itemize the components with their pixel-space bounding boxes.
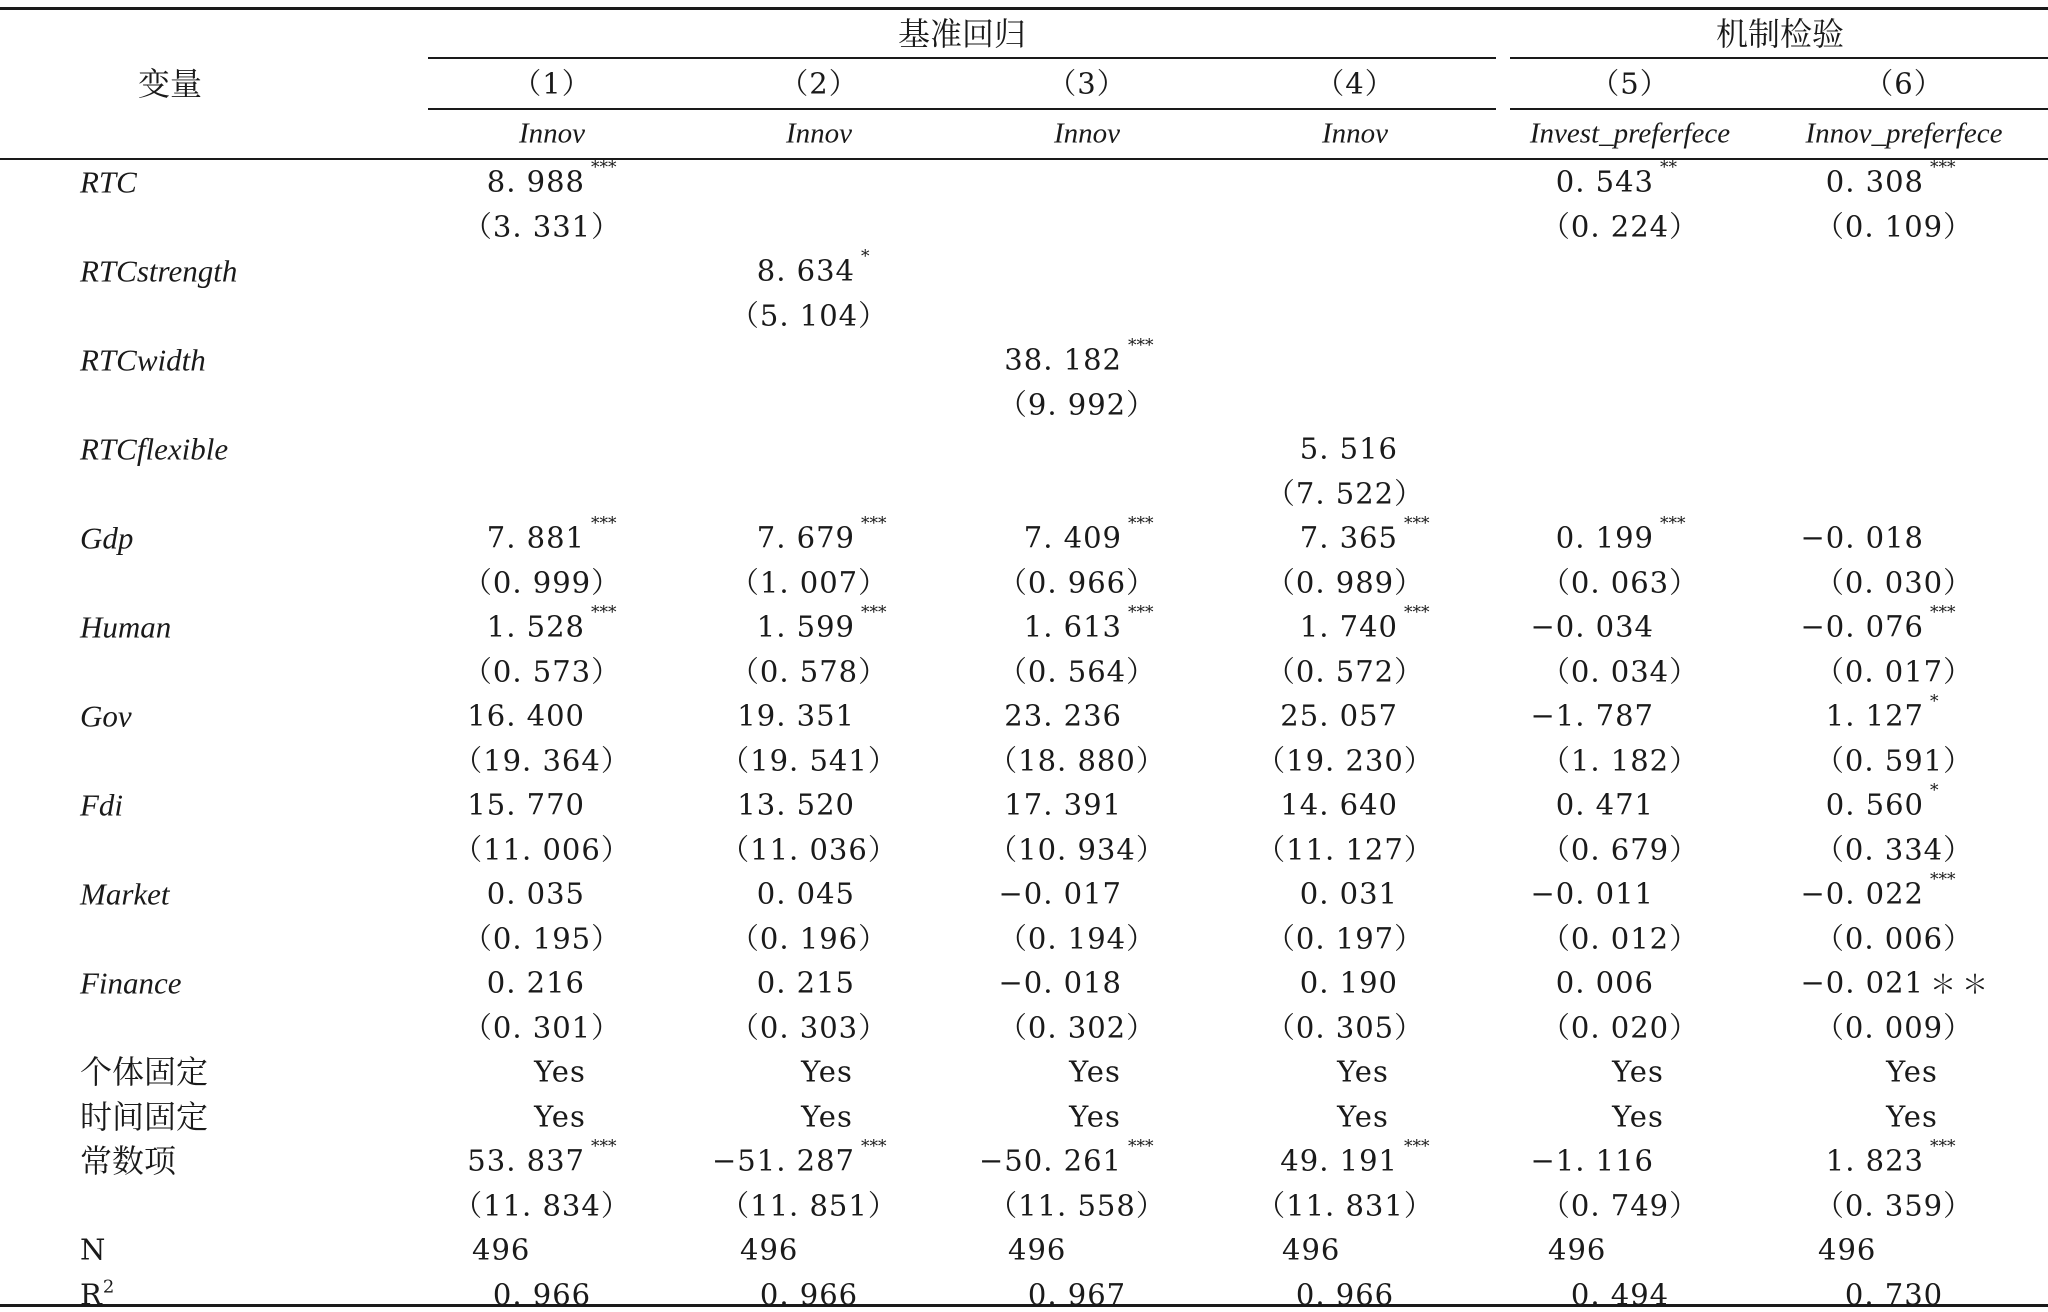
coef-value: 1. 599 — [756, 609, 855, 644]
standard-error-cell: （0. 305） — [1265, 1010, 1425, 1044]
coef-value: 7. 409 — [1023, 520, 1122, 555]
coef-cell — [756, 246, 870, 288]
fixed-effect-value: Yes — [1069, 1099, 1121, 1133]
coef-cell — [486, 513, 617, 555]
significance-stars: *** — [1128, 335, 1154, 356]
coef-value: −0. 021 — [1800, 965, 1924, 1000]
coef-cell — [1800, 965, 1995, 1001]
coef-cell — [756, 965, 855, 1000]
coef-cell — [467, 1136, 617, 1178]
coef-cell — [712, 1136, 887, 1178]
coef-value: 15. 770 — [467, 787, 585, 822]
coef-value: 0. 471 — [1555, 787, 1654, 822]
r-squared-value: 0. 730 — [1844, 1277, 1944, 1311]
standard-error-cell: （0. 009） — [1814, 1010, 1974, 1044]
coef-value: 0. 543 — [1555, 164, 1654, 199]
standard-error-cell: （0. 989） — [1265, 565, 1425, 599]
standard-error-cell: （9. 992） — [997, 387, 1157, 421]
row-label: RTCflexible — [80, 431, 229, 467]
dependent-variable: Invest_preferfece — [1529, 117, 1731, 150]
coef-cell — [756, 602, 887, 644]
colnum-rule-baseline — [428, 108, 1496, 110]
standard-error-cell: （0. 020） — [1540, 1010, 1700, 1044]
coef-value: 0. 560 — [1825, 787, 1924, 822]
standard-error-cell: （0. 017） — [1814, 654, 1974, 688]
coef-cell — [1299, 513, 1430, 555]
standard-error-cell: （0. 197） — [1265, 921, 1425, 955]
coef-cell — [1299, 602, 1430, 644]
coef-value: −50. 261 — [979, 1143, 1122, 1178]
fixed-effect-value: Yes — [1886, 1099, 1938, 1133]
coef-value: 23. 236 — [1004, 698, 1122, 733]
coef-cell — [467, 787, 585, 822]
coef-value: 16. 400 — [467, 698, 585, 733]
significance-stars: *** — [1404, 602, 1430, 623]
coef-cell — [1023, 513, 1154, 555]
standard-error-cell: （11. 036） — [720, 832, 898, 866]
standard-error-cell: （1. 007） — [729, 565, 889, 599]
coef-cell — [998, 876, 1122, 911]
coef-value: 8. 988 — [486, 164, 585, 199]
column-number: （5） — [1590, 66, 1670, 101]
significance-stars: ＊＊ — [1930, 970, 1995, 1001]
coef-value: 0. 216 — [486, 965, 585, 1000]
coef-value: 0. 190 — [1299, 965, 1398, 1000]
standard-error-cell: （11. 127） — [1256, 832, 1434, 866]
dependent-variable: Innov — [518, 117, 586, 150]
coef-cell — [486, 157, 617, 199]
coef-value: 25. 057 — [1280, 698, 1398, 733]
standard-error-cell: （0. 034） — [1540, 654, 1700, 688]
column-number: （3） — [1047, 66, 1127, 101]
column-number: （1） — [512, 66, 592, 101]
dependent-variable: Innov_preferfece — [1805, 117, 2003, 150]
fixed-effect-value: Yes — [534, 1099, 586, 1133]
fixed-effect-label: 时间固定 — [80, 1097, 209, 1136]
coef-value: 1. 740 — [1299, 609, 1398, 644]
row-label: RTC — [80, 164, 137, 200]
standard-error-cell: （7. 522） — [1265, 476, 1425, 510]
significance-stars: *** — [1128, 513, 1154, 534]
standard-error-cell: （0. 006） — [1814, 921, 1974, 955]
standard-error-cell: （0. 359） — [1814, 1188, 1974, 1222]
standard-error-cell: （0. 012） — [1540, 921, 1700, 955]
fixed-effect-value: Yes — [1612, 1099, 1664, 1133]
coef-value: −0. 018 — [1800, 520, 1924, 555]
significance-stars: *** — [1128, 1136, 1154, 1157]
n-value: 496 — [740, 1232, 799, 1267]
coef-value: 0. 215 — [756, 965, 855, 1000]
standard-error-cell: （5. 104） — [729, 298, 889, 332]
standard-error-cell: （11. 851） — [720, 1188, 898, 1222]
n-label: N — [80, 1232, 107, 1267]
coef-cell — [1825, 780, 1939, 822]
standard-error-cell: （19. 364） — [453, 743, 631, 777]
coef-cell — [1004, 335, 1154, 377]
coef-cell — [1530, 698, 1654, 733]
group-rule-baseline — [428, 57, 1496, 59]
bottom-rule — [0, 1304, 2048, 1307]
column-number: （6） — [1864, 66, 1944, 101]
standard-error-cell: （0. 679） — [1540, 832, 1700, 866]
coef-cell — [1530, 876, 1654, 911]
coef-value: 7. 365 — [1299, 520, 1398, 555]
r-squared-label — [80, 1276, 116, 1311]
coef-cell — [1530, 1143, 1654, 1178]
standard-error-cell: （11. 006） — [453, 832, 631, 866]
coef-value: −1. 116 — [1530, 1143, 1654, 1178]
standard-error-cell: （0. 302） — [997, 1010, 1157, 1044]
standard-error-cell: （0. 573） — [462, 654, 622, 688]
significance-stars: *** — [591, 513, 617, 534]
row-label: Human — [80, 609, 172, 645]
standard-error-cell: （0. 999） — [462, 565, 622, 599]
standard-error-cell: （11. 834） — [453, 1188, 631, 1222]
coef-value: 0. 031 — [1299, 876, 1398, 911]
coef-value: 19. 351 — [737, 698, 855, 733]
coef-value: −0. 018 — [998, 965, 1122, 1000]
coef-cell — [1299, 965, 1398, 1000]
column-number: （2） — [779, 66, 859, 101]
coef-value: 0. 035 — [486, 876, 585, 911]
coef-cell — [1299, 431, 1398, 466]
coef-value: 7. 881 — [486, 520, 585, 555]
standard-error-cell: （0. 063） — [1540, 565, 1700, 599]
standard-error-cell: （0. 196） — [729, 921, 889, 955]
coef-value: 1. 823 — [1825, 1143, 1924, 1178]
coef-cell — [737, 698, 855, 733]
coef-value: −0. 017 — [998, 876, 1122, 911]
top-rule — [0, 7, 2048, 10]
standard-error-cell: （0. 572） — [1265, 654, 1425, 688]
significance-stars: *** — [591, 602, 617, 623]
standard-error-cell: （0. 109） — [1814, 209, 1974, 243]
standard-error-cell: （0. 749） — [1540, 1188, 1700, 1222]
significance-stars: *** — [1660, 513, 1686, 534]
dependent-variable: Innov — [1053, 117, 1121, 150]
coef-value: 8. 634 — [756, 253, 855, 288]
variable-header: 变量 — [137, 65, 203, 103]
significance-stars: *** — [1404, 513, 1430, 534]
coef-cell — [1555, 787, 1654, 822]
coef-value: 49. 191 — [1280, 1143, 1398, 1178]
coef-value: 0. 006 — [1555, 965, 1654, 1000]
standard-error-cell: （11. 831） — [1256, 1188, 1434, 1222]
coef-cell — [1825, 691, 1939, 733]
fixed-effect-value: Yes — [1612, 1054, 1664, 1089]
standard-error-cell: （0. 195） — [462, 921, 622, 955]
r-squared-superscript: 2 — [102, 1276, 116, 1297]
coef-cell — [486, 965, 585, 1000]
group-header-baseline: 基准回归 — [897, 15, 1027, 53]
standard-error-cell: （0. 578） — [729, 654, 889, 688]
r-squared-base: R — [80, 1277, 103, 1311]
fixed-effect-value: Yes — [1886, 1054, 1938, 1089]
significance-stars: *** — [1404, 1136, 1430, 1157]
r-squared-value: 0. 967 — [1027, 1277, 1127, 1311]
coef-value: −0. 076 — [1800, 609, 1924, 644]
column-number: （4） — [1315, 66, 1395, 101]
coef-cell — [1299, 876, 1398, 911]
coef-cell — [486, 602, 617, 644]
coef-cell — [998, 965, 1122, 1000]
n-value: 496 — [1818, 1232, 1877, 1267]
coef-cell — [1004, 787, 1122, 822]
group-header-mechanism: 机制检验 — [1715, 15, 1845, 53]
standard-error-cell: （1. 182） — [1540, 743, 1700, 777]
coef-value: −51. 287 — [712, 1143, 855, 1178]
n-value: 496 — [1008, 1232, 1067, 1267]
coef-value: 0. 199 — [1555, 520, 1654, 555]
significance-stars: *** — [591, 157, 617, 178]
coef-cell — [1004, 698, 1122, 733]
coef-value: 53. 837 — [467, 1143, 585, 1178]
r-squared-value: 0. 966 — [759, 1277, 859, 1311]
coef-cell — [1555, 965, 1654, 1000]
coef-value: 1. 528 — [486, 609, 585, 644]
standard-error-cell: （0. 564） — [997, 654, 1157, 688]
significance-stars: *** — [861, 602, 887, 623]
significance-stars: * — [1930, 691, 1939, 712]
significance-stars: *** — [861, 513, 887, 534]
standard-error-cell: （0. 591） — [1814, 743, 1974, 777]
standard-error-cell: （10. 934） — [988, 832, 1166, 866]
coef-cell — [737, 787, 855, 822]
significance-stars: *** — [1930, 157, 1956, 178]
standard-error-cell: （0. 194） — [997, 921, 1157, 955]
coef-cell — [1825, 157, 1956, 199]
colnum-rule-mechanism — [1510, 108, 2048, 110]
coef-cell — [756, 513, 887, 555]
coef-cell — [1555, 157, 1677, 199]
coef-value: 38. 182 — [1004, 342, 1122, 377]
coef-cell — [1800, 602, 1956, 644]
coef-cell — [979, 1136, 1154, 1178]
row-label: Fdi — [80, 787, 124, 823]
significance-stars: * — [861, 246, 870, 267]
coef-value: 13. 520 — [737, 787, 855, 822]
coef-value: 1. 127 — [1825, 698, 1924, 733]
r-squared-value: 0. 494 — [1570, 1277, 1670, 1311]
coef-value: −0. 022 — [1800, 876, 1924, 911]
significance-stars: *** — [1930, 602, 1956, 623]
group-rule-mechanism — [1510, 57, 2048, 59]
fixed-effect-value: Yes — [1337, 1099, 1389, 1133]
n-value: 496 — [1548, 1232, 1607, 1267]
coef-cell — [1825, 1136, 1956, 1178]
coef-cell — [1280, 698, 1398, 733]
header-bottom-rule — [0, 158, 2048, 160]
coef-value: −0. 034 — [1530, 609, 1654, 644]
row-label: RTCwidth — [80, 342, 206, 378]
standard-error-cell: （0. 224） — [1540, 209, 1700, 243]
coef-cell — [1530, 609, 1654, 644]
standard-error-cell: （19. 230） — [1256, 743, 1434, 777]
coef-cell — [1023, 602, 1154, 644]
coef-cell — [756, 876, 855, 911]
standard-error-cell: （11. 558） — [988, 1188, 1166, 1222]
row-label: Finance — [80, 965, 182, 1001]
row-label: Gov — [80, 698, 132, 734]
row-label: Market — [80, 876, 170, 912]
standard-error-cell: （0. 966） — [997, 565, 1157, 599]
coef-value: −1. 787 — [1530, 698, 1654, 733]
significance-stars: ** — [1660, 157, 1677, 178]
coef-value: −0. 011 — [1530, 876, 1654, 911]
significance-stars: *** — [1930, 869, 1956, 890]
fixed-effect-label: 个体固定 — [80, 1053, 209, 1091]
standard-error-cell: （18. 880） — [988, 743, 1166, 777]
fixed-effect-value: Yes — [801, 1099, 853, 1133]
coef-value: 0. 308 — [1825, 164, 1924, 199]
standard-error-cell: （0. 301） — [462, 1010, 622, 1044]
standard-error-cell: （0. 334） — [1814, 832, 1974, 866]
r-squared-value: 0. 966 — [492, 1277, 592, 1311]
coef-value: 14. 640 — [1280, 787, 1398, 822]
row-label: RTCstrength — [80, 253, 238, 289]
coef-value: 17. 391 — [1004, 787, 1122, 822]
significance-stars: *** — [861, 1136, 887, 1157]
coef-cell — [1555, 513, 1686, 555]
coef-cell — [1800, 520, 1924, 555]
constant-label: 常数项 — [80, 1142, 177, 1180]
significance-stars: *** — [1930, 1136, 1956, 1157]
fixed-effect-value: Yes — [1337, 1054, 1389, 1089]
fixed-effect-value: Yes — [534, 1054, 586, 1089]
coef-cell — [1800, 869, 1956, 911]
n-value: 496 — [472, 1232, 531, 1267]
r-squared-value: 0. 966 — [1295, 1277, 1395, 1311]
significance-stars: *** — [591, 1136, 617, 1157]
dependent-variable: Innov — [1321, 117, 1389, 150]
dependent-variable: Innov — [785, 117, 853, 150]
coef-value: 1. 613 — [1023, 609, 1122, 644]
standard-error-cell: （0. 303） — [729, 1010, 889, 1044]
standard-error-cell: （19. 541） — [720, 743, 898, 777]
n-value: 496 — [1282, 1232, 1341, 1267]
standard-error-cell: （3. 331） — [462, 209, 622, 243]
standard-error-cell: （0. 030） — [1814, 565, 1974, 599]
row-label: Gdp — [80, 520, 134, 556]
coef-cell — [1280, 787, 1398, 822]
fixed-effect-value: Yes — [801, 1054, 853, 1089]
coef-cell — [486, 876, 585, 911]
significance-stars: *** — [1128, 602, 1154, 623]
coef-value: 0. 045 — [756, 876, 855, 911]
coef-cell — [1280, 1136, 1430, 1178]
fixed-effect-value: Yes — [1069, 1054, 1121, 1089]
coef-cell — [467, 698, 585, 733]
coef-value: 5. 516 — [1299, 431, 1398, 466]
significance-stars: * — [1930, 780, 1939, 801]
coef-value: 7. 679 — [756, 520, 855, 555]
